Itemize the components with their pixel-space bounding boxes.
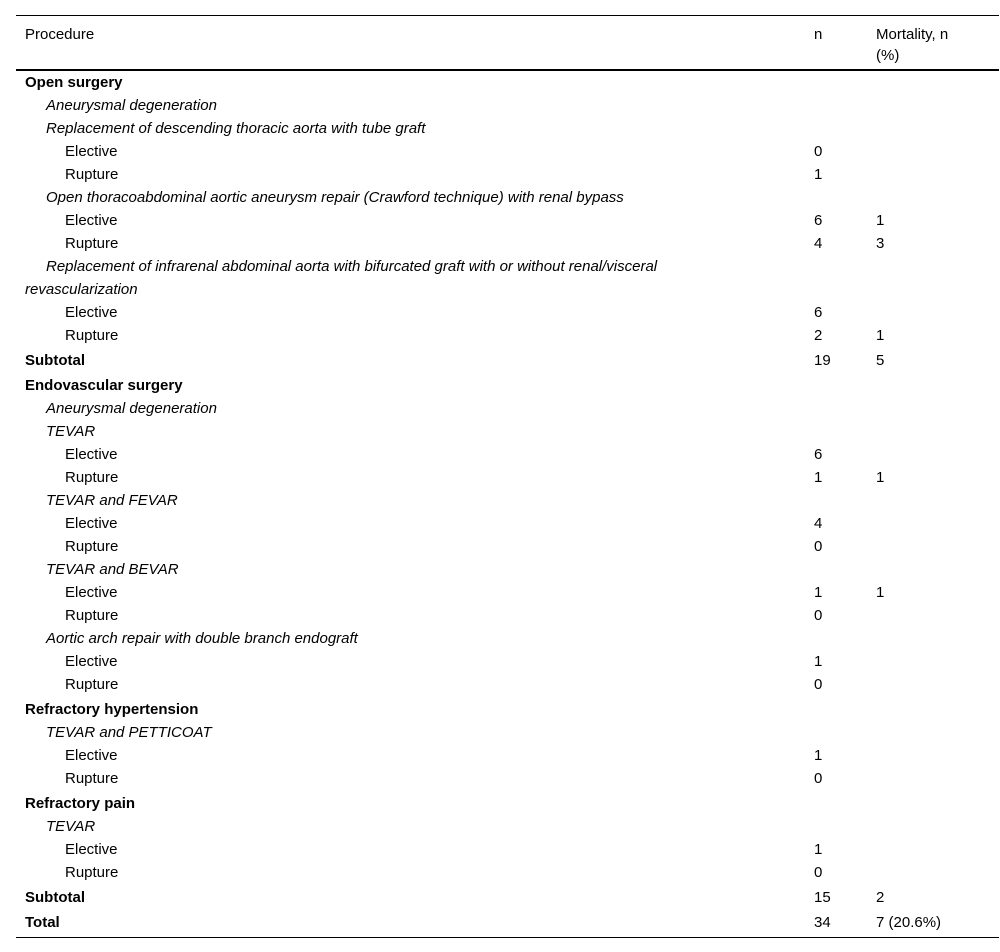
row-label: Rupture xyxy=(65,607,119,624)
row-label: Elective xyxy=(65,212,118,229)
row-n: 15 xyxy=(814,889,831,906)
table-row xyxy=(16,94,999,117)
row-n: 1 xyxy=(814,584,823,601)
table-row xyxy=(16,558,999,581)
table-row-total xyxy=(16,911,999,934)
row-label: Replacement of infrarenal abdominal aorta with bifurcated graft with or without renal/visceral xyxy=(46,258,658,275)
table-row xyxy=(16,604,999,627)
row-label: Refractory hypertension xyxy=(25,701,199,718)
row-label: Open surgery xyxy=(25,74,123,91)
row-label: Elective xyxy=(65,653,118,670)
table-row xyxy=(16,255,999,301)
table-row-subtotal xyxy=(16,886,999,909)
row-label: Total xyxy=(25,914,60,931)
row-n: 0 xyxy=(814,864,823,881)
row-label: Elective xyxy=(65,143,118,160)
table-row xyxy=(16,140,999,163)
row-n: 6 xyxy=(814,212,823,229)
row-n: 0 xyxy=(814,143,823,160)
table-row xyxy=(16,861,999,884)
row-label: Aortic arch repair with double branch endograft xyxy=(46,630,358,647)
row-mortality: 2 xyxy=(876,889,885,906)
row-n: 4 xyxy=(814,235,823,252)
row-label: TEVAR xyxy=(46,423,96,440)
row-label: Rupture xyxy=(65,538,119,555)
row-n: 1 xyxy=(814,653,823,670)
row-label: Subtotal xyxy=(25,352,85,369)
table-row xyxy=(16,324,999,347)
row-label: Elective xyxy=(65,584,118,601)
row-label: Endovascular surgery xyxy=(25,377,183,394)
row-n: 1 xyxy=(814,469,823,486)
table-row xyxy=(16,673,999,696)
row-n: 2 xyxy=(814,327,823,344)
row-label: Rupture xyxy=(65,676,119,693)
row-n: 0 xyxy=(814,770,823,787)
row-label: Rupture xyxy=(65,864,119,881)
table-row xyxy=(16,420,999,443)
row-label: Replacement of descending thoracic aorta with tube graft xyxy=(46,120,426,137)
row-mortality: 7 (20.6%) xyxy=(876,914,942,931)
row-mortality: 1 xyxy=(876,212,885,229)
header-mortality: Mortality, n (%) xyxy=(876,26,949,64)
table-row xyxy=(16,466,999,489)
row-n: 19 xyxy=(814,352,831,369)
row-mortality: 1 xyxy=(876,584,885,601)
table-row xyxy=(16,443,999,466)
row-label: Rupture xyxy=(65,469,119,486)
row-mortality: 1 xyxy=(876,327,885,344)
row-n: 0 xyxy=(814,676,823,693)
row-mortality: 5 xyxy=(876,352,885,369)
row-label: Rupture xyxy=(65,770,119,787)
table-row xyxy=(16,627,999,650)
table-row xyxy=(16,117,999,140)
row-label: TEVAR and FEVAR xyxy=(46,492,178,509)
row-n: 4 xyxy=(814,515,823,532)
row-label: Elective xyxy=(65,841,118,858)
table-row xyxy=(16,397,999,420)
header-n: n xyxy=(814,26,823,43)
table-row xyxy=(16,581,999,604)
table-row-subtotal xyxy=(16,349,999,372)
row-n: 1 xyxy=(814,166,823,183)
table-row xyxy=(16,71,999,94)
table-row xyxy=(16,186,999,209)
table-row xyxy=(16,698,999,721)
row-n: 6 xyxy=(814,304,823,321)
row-label: Rupture xyxy=(65,327,119,344)
row-label: Refractory pain xyxy=(25,795,136,812)
table-body xyxy=(16,71,999,937)
row-n: 0 xyxy=(814,538,823,555)
table-row xyxy=(16,815,999,838)
header-procedure: Procedure xyxy=(25,26,95,43)
row-label: Elective xyxy=(65,515,118,532)
row-label: Rupture xyxy=(65,235,119,252)
table-row xyxy=(16,374,999,397)
row-label: Elective xyxy=(65,304,118,321)
row-label: Rupture xyxy=(65,166,119,183)
row-label: Subtotal xyxy=(25,889,85,906)
row-n: 1 xyxy=(814,841,823,858)
row-n: 6 xyxy=(814,446,823,463)
row-label-continuation: revascularization xyxy=(25,281,138,298)
table-row xyxy=(16,650,999,673)
table-row xyxy=(16,535,999,558)
table-row xyxy=(16,489,999,512)
table-row xyxy=(16,301,999,324)
procedures-table xyxy=(16,15,999,938)
row-label: Elective xyxy=(65,446,118,463)
table-row xyxy=(16,767,999,790)
row-n: 1 xyxy=(814,747,823,764)
table-row xyxy=(16,209,999,232)
row-label: Open thoracoabdominal aortic aneurysm repair (Crawford technique) with renal bypass xyxy=(46,189,624,206)
table-header xyxy=(16,16,999,71)
row-n: 0 xyxy=(814,607,823,624)
row-label: TEVAR xyxy=(46,818,96,835)
table-row xyxy=(16,163,999,186)
row-mortality: 1 xyxy=(876,469,885,486)
table-row xyxy=(16,838,999,861)
row-label: TEVAR and PETTICOAT xyxy=(46,724,212,741)
row-label: TEVAR and BEVAR xyxy=(46,561,179,578)
row-n: 34 xyxy=(814,914,831,931)
row-label: Aneurysmal degeneration xyxy=(46,400,217,417)
row-mortality: 3 xyxy=(876,235,885,252)
table-row xyxy=(16,721,999,744)
table-row xyxy=(16,744,999,767)
row-label: Aneurysmal degeneration xyxy=(46,97,217,114)
table-row xyxy=(16,512,999,535)
table-row xyxy=(16,792,999,815)
table-row xyxy=(16,232,999,255)
row-label: Elective xyxy=(65,747,118,764)
